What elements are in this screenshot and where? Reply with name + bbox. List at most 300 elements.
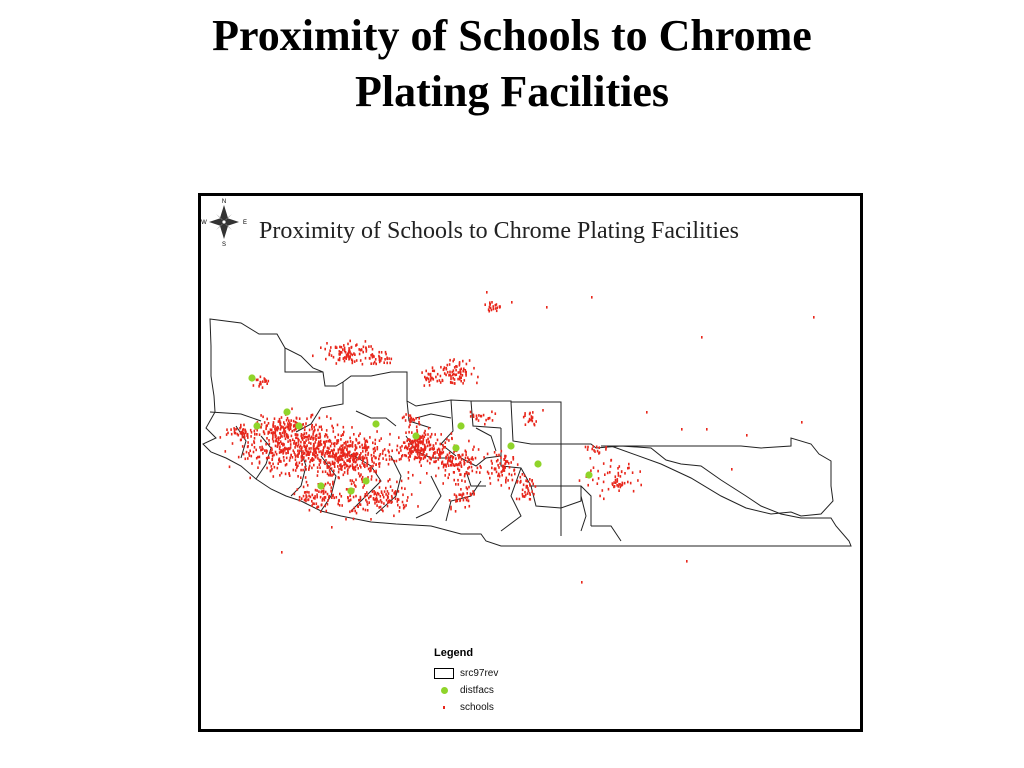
- school-marker: [333, 452, 335, 455]
- school-marker: [499, 462, 501, 465]
- school-marker: [338, 434, 340, 437]
- facility-dot: [317, 482, 324, 489]
- school-marker: [473, 367, 475, 370]
- school-marker: [470, 461, 472, 464]
- school-marker: [349, 451, 351, 454]
- school-marker: [386, 458, 388, 461]
- school-marker: [287, 440, 289, 443]
- school-marker: [295, 455, 297, 458]
- school-marker: [345, 443, 347, 446]
- school-marker: [253, 451, 255, 454]
- facility-dot: [585, 471, 592, 478]
- school-marker: [290, 419, 292, 422]
- school-marker: [445, 463, 447, 466]
- school-marker: [529, 413, 531, 416]
- school-marker: [463, 463, 465, 466]
- school-marker: [427, 460, 429, 463]
- school-marker: [340, 455, 342, 458]
- school-marker: [240, 432, 242, 435]
- school-marker: [479, 465, 481, 468]
- school-marker: [468, 499, 470, 502]
- school-marker: [308, 447, 310, 450]
- school-marker: [254, 433, 256, 436]
- school-marker: [264, 449, 266, 452]
- school-marker: [347, 468, 349, 471]
- school-marker: [486, 291, 488, 294]
- school-marker: [305, 446, 307, 449]
- school-marker: [273, 421, 275, 424]
- school-marker: [292, 438, 294, 441]
- school-marker: [523, 484, 525, 487]
- school-marker: [382, 494, 384, 497]
- school-marker: [318, 440, 320, 443]
- school-marker: [269, 431, 271, 434]
- school-marker: [484, 423, 486, 426]
- school-marker: [427, 438, 429, 441]
- school-marker: [365, 509, 367, 512]
- school-marker: [525, 423, 527, 426]
- school-marker: [427, 445, 429, 448]
- school-marker: [339, 464, 341, 467]
- legend-title: Legend: [434, 647, 474, 659]
- school-marker: [315, 489, 317, 492]
- school-marker: [286, 447, 288, 450]
- school-marker: [362, 363, 364, 366]
- school-marker: [619, 483, 621, 486]
- school-marker: [298, 453, 300, 456]
- school-marker: [460, 488, 462, 491]
- school-marker: [312, 494, 314, 497]
- school-marker: [396, 460, 398, 463]
- school-marker: [347, 441, 349, 444]
- school-marker: [240, 439, 242, 442]
- school-marker: [428, 381, 430, 384]
- school-marker: [602, 489, 604, 492]
- school-marker: [285, 427, 287, 430]
- school-marker: [616, 484, 618, 487]
- school-marker: [465, 497, 467, 500]
- school-marker: [260, 440, 262, 443]
- school-marker: [319, 466, 321, 469]
- school-marker: [242, 433, 244, 436]
- school-marker: [380, 506, 382, 509]
- school-marker: [364, 495, 366, 498]
- school-marker: [376, 479, 378, 482]
- school-marker: [367, 441, 369, 444]
- school-marker: [407, 438, 409, 441]
- school-marker: [430, 458, 432, 461]
- school-marker: [443, 368, 445, 371]
- school-marker: [613, 481, 615, 484]
- school-marker: [367, 509, 369, 512]
- school-marker: [491, 472, 493, 475]
- school-marker: [374, 361, 376, 364]
- school-marker: [383, 502, 385, 505]
- school-marker: [442, 379, 444, 382]
- school-marker: [355, 438, 357, 441]
- school-marker: [406, 499, 408, 502]
- school-marker: [369, 436, 371, 439]
- school-marker: [276, 453, 278, 456]
- school-marker: [424, 432, 426, 435]
- school-marker: [597, 470, 599, 473]
- school-marker: [331, 467, 333, 470]
- school-marker: [303, 453, 305, 456]
- school-marker: [379, 486, 381, 489]
- school-marker: [231, 433, 233, 436]
- school-marker: [414, 449, 416, 452]
- school-marker: [293, 469, 295, 472]
- school-marker: [426, 453, 428, 456]
- school-marker: [453, 471, 455, 474]
- school-marker: [266, 425, 268, 428]
- school-marker: [442, 482, 444, 485]
- school-marker: [531, 480, 533, 483]
- school-marker: [448, 459, 450, 462]
- school-marker: [326, 415, 328, 418]
- school-marker: [261, 423, 263, 426]
- school-marker: [590, 469, 592, 472]
- school-marker: [420, 464, 422, 467]
- facility-dot: [295, 422, 302, 429]
- school-marker: [438, 448, 440, 451]
- school-marker: [358, 456, 360, 459]
- school-marker: [480, 415, 482, 418]
- school-marker: [372, 348, 374, 351]
- school-marker: [504, 463, 506, 466]
- school-marker: [343, 461, 345, 464]
- school-marker: [477, 376, 479, 379]
- facility-dot-icon: [434, 687, 454, 694]
- school-marker: [445, 469, 447, 472]
- school-marker: [330, 346, 332, 349]
- school-marker: [409, 454, 411, 457]
- school-marker: [333, 497, 335, 500]
- school-marker: [681, 428, 683, 431]
- school-marker: [353, 518, 355, 521]
- school-marker: [362, 351, 364, 354]
- school-marker: [395, 497, 397, 500]
- school-marker: [262, 386, 264, 389]
- school-markers: [220, 291, 815, 584]
- school-marker: [440, 456, 442, 459]
- school-marker: [340, 438, 342, 441]
- school-marker: [461, 465, 463, 468]
- school-marker: [279, 457, 281, 460]
- school-marker: [468, 472, 470, 475]
- school-marker: [408, 477, 410, 480]
- school-marker: [448, 456, 450, 459]
- school-marker: [348, 350, 350, 353]
- school-marker: [604, 473, 606, 476]
- school-marker: [362, 459, 364, 462]
- school-marker: [356, 464, 358, 467]
- school-marker: [347, 459, 349, 462]
- school-marker: [383, 496, 385, 499]
- school-marker: [471, 466, 473, 469]
- school-marker: [458, 371, 460, 374]
- school-marker: [272, 463, 274, 466]
- school-marker: [317, 470, 319, 473]
- school-marker: [273, 440, 275, 443]
- school-marker: [269, 462, 271, 465]
- school-marker: [336, 496, 338, 499]
- school-marker: [375, 471, 377, 474]
- school-marker: [335, 458, 337, 461]
- school-marker: [251, 444, 253, 447]
- school-marker: [391, 495, 393, 498]
- school-marker: [299, 462, 301, 465]
- school-marker: [310, 496, 312, 499]
- school-marker: [311, 504, 313, 507]
- school-marker: [431, 433, 433, 436]
- school-marker: [449, 499, 451, 502]
- school-marker: [444, 446, 446, 449]
- school-marker: [369, 357, 371, 360]
- school-marker: [339, 448, 341, 451]
- school-marker: [374, 502, 376, 505]
- school-marker: [478, 448, 480, 451]
- school-marker: [295, 458, 297, 461]
- school-marker: [342, 447, 344, 450]
- school-marker: [308, 451, 310, 454]
- compass-w: W: [201, 220, 207, 226]
- school-marker: [356, 447, 358, 450]
- school-marker: [352, 479, 354, 482]
- school-marker: [345, 456, 347, 459]
- school-marker: [338, 456, 340, 459]
- school-marker: [389, 455, 391, 458]
- school-marker: [242, 436, 244, 439]
- school-marker: [454, 378, 456, 381]
- legend-label-src97rev: src97rev: [460, 668, 499, 679]
- legend-label-schools: schools: [460, 702, 494, 713]
- school-marker: [472, 448, 474, 451]
- school-marker: [422, 441, 424, 444]
- school-marker: [345, 441, 347, 444]
- school-marker: [301, 448, 303, 451]
- school-marker: [462, 360, 464, 363]
- school-marker: [510, 461, 512, 464]
- school-marker: [301, 459, 303, 462]
- school-marker: [266, 450, 268, 453]
- school-marker: [435, 376, 437, 379]
- school-marker: [366, 457, 368, 460]
- school-marker: [347, 455, 349, 458]
- school-marker: [622, 483, 624, 486]
- school-marker: [307, 453, 309, 456]
- school-marker: [508, 473, 510, 476]
- school-marker: [297, 488, 299, 491]
- school-marker: [317, 474, 319, 477]
- school-marker: [315, 424, 317, 427]
- school-marker: [456, 373, 458, 376]
- school-marker: [389, 443, 391, 446]
- school-marker: [432, 369, 434, 372]
- school-marker: [432, 378, 434, 381]
- school-marker: [360, 457, 362, 460]
- school-marker: [491, 411, 493, 414]
- school-marker: [453, 479, 455, 482]
- school-marker: [487, 471, 489, 474]
- school-marker: [296, 417, 298, 420]
- school-marker: [319, 426, 321, 429]
- school-marker: [345, 518, 347, 521]
- school-marker: [529, 478, 531, 481]
- school-marker: [295, 428, 297, 431]
- school-marker: [330, 474, 332, 477]
- school-marker: [587, 446, 589, 449]
- school-marker: [320, 346, 322, 349]
- school-marker: [420, 441, 422, 444]
- school-marker: [381, 501, 383, 504]
- school-marker: [435, 442, 437, 445]
- school-marker: [325, 491, 327, 494]
- school-marker: [367, 494, 369, 497]
- school-marker: [249, 450, 251, 453]
- school-marker: [404, 454, 406, 457]
- school-marker: [632, 471, 634, 474]
- school-marker: [389, 458, 391, 461]
- school-marker: [353, 481, 355, 484]
- school-marker: [429, 462, 431, 465]
- school-marker: [272, 433, 274, 436]
- school-marker: [426, 439, 428, 442]
- school-marker: [308, 498, 310, 501]
- school-marker: [275, 440, 277, 443]
- school-marker: [398, 452, 400, 455]
- school-marker: [347, 451, 349, 454]
- school-marker: [283, 456, 285, 459]
- school-marker: [389, 478, 391, 481]
- school-marker: [367, 453, 369, 456]
- school-marker: [287, 448, 289, 451]
- school-marker: [612, 482, 614, 485]
- school-marker: [396, 449, 398, 452]
- school-marker: [365, 454, 367, 457]
- school-marker: [401, 445, 403, 448]
- school-marker: [389, 499, 391, 502]
- school-marker: [297, 438, 299, 441]
- school-marker: [402, 417, 404, 420]
- school-marker: [409, 449, 411, 452]
- school-marker: [234, 430, 236, 433]
- school-marker: [427, 433, 429, 436]
- school-marker: [628, 463, 630, 466]
- school-marker: [483, 414, 485, 417]
- school-marker: [321, 443, 323, 446]
- school-marker: [343, 344, 345, 347]
- school-marker: [462, 492, 464, 495]
- school-marker: [451, 437, 453, 440]
- school-marker: [352, 354, 354, 357]
- school-marker: [605, 448, 607, 451]
- school-marker: [607, 472, 609, 475]
- school-marker: [406, 446, 408, 449]
- school-marker: [418, 417, 420, 420]
- school-marker: [490, 482, 492, 485]
- school-marker: [338, 448, 340, 451]
- school-marker: [320, 496, 322, 499]
- school-marker: [370, 362, 372, 365]
- compass-n: N: [221, 199, 227, 205]
- school-marker: [506, 460, 508, 463]
- school-marker: [434, 452, 436, 455]
- school-marker: [328, 354, 330, 357]
- district-boundaries: [203, 319, 851, 546]
- school-marker: [448, 439, 450, 442]
- school-marker: [420, 457, 422, 460]
- school-marker: [245, 458, 247, 461]
- school-marker: [364, 457, 366, 460]
- school-marker: [360, 359, 362, 362]
- school-marker: [470, 493, 472, 496]
- school-marker: [407, 496, 409, 499]
- school-marker: [327, 436, 329, 439]
- north-arrow-icon: [201, 196, 247, 248]
- school-marker: [306, 496, 308, 499]
- school-marker: [419, 438, 421, 441]
- school-marker: [603, 498, 605, 501]
- school-marker: [366, 491, 368, 494]
- school-marker: [439, 379, 441, 382]
- school-marker: [491, 467, 493, 470]
- school-marker: [324, 462, 326, 465]
- school-marker: [516, 481, 518, 484]
- school-marker: [317, 454, 319, 457]
- school-marker: [326, 440, 328, 443]
- school-marker: [249, 477, 251, 480]
- school-marker: [393, 515, 395, 518]
- school-marker: [519, 498, 521, 501]
- school-marker: [262, 452, 264, 455]
- school-marker: [531, 415, 533, 418]
- school-marker: [422, 449, 424, 452]
- school-marker: [362, 447, 364, 450]
- school-marker: [307, 438, 309, 441]
- school-marker: [309, 509, 311, 512]
- school-marker: [351, 358, 353, 361]
- school-marker: [501, 450, 503, 453]
- school-marker: [286, 434, 288, 437]
- school-marker: [304, 432, 306, 435]
- school-marker: [440, 443, 442, 446]
- school-marker: [247, 435, 249, 438]
- school-marker: [316, 496, 318, 499]
- school-marker: [460, 376, 462, 379]
- school-marker: [375, 498, 377, 501]
- school-marker: [599, 446, 601, 449]
- school-marker: [493, 308, 495, 311]
- map-title: Proximity of Schools to Chrome Plating Facilities: [259, 218, 739, 244]
- school-marker: [388, 492, 390, 495]
- school-marker: [525, 494, 527, 497]
- school-marker: [325, 470, 327, 473]
- school-marker: [385, 351, 387, 354]
- school-marker: [610, 465, 612, 468]
- school-marker: [378, 463, 380, 466]
- school-marker: [522, 489, 524, 492]
- school-marker: [357, 453, 359, 456]
- school-marker: [590, 457, 592, 460]
- school-marker: [455, 483, 457, 486]
- school-marker: [395, 493, 397, 496]
- school-marker: [603, 481, 605, 484]
- school-marker: [469, 459, 471, 462]
- school-marker: [245, 431, 247, 434]
- school-marker: [453, 373, 455, 376]
- school-marker: [332, 427, 334, 430]
